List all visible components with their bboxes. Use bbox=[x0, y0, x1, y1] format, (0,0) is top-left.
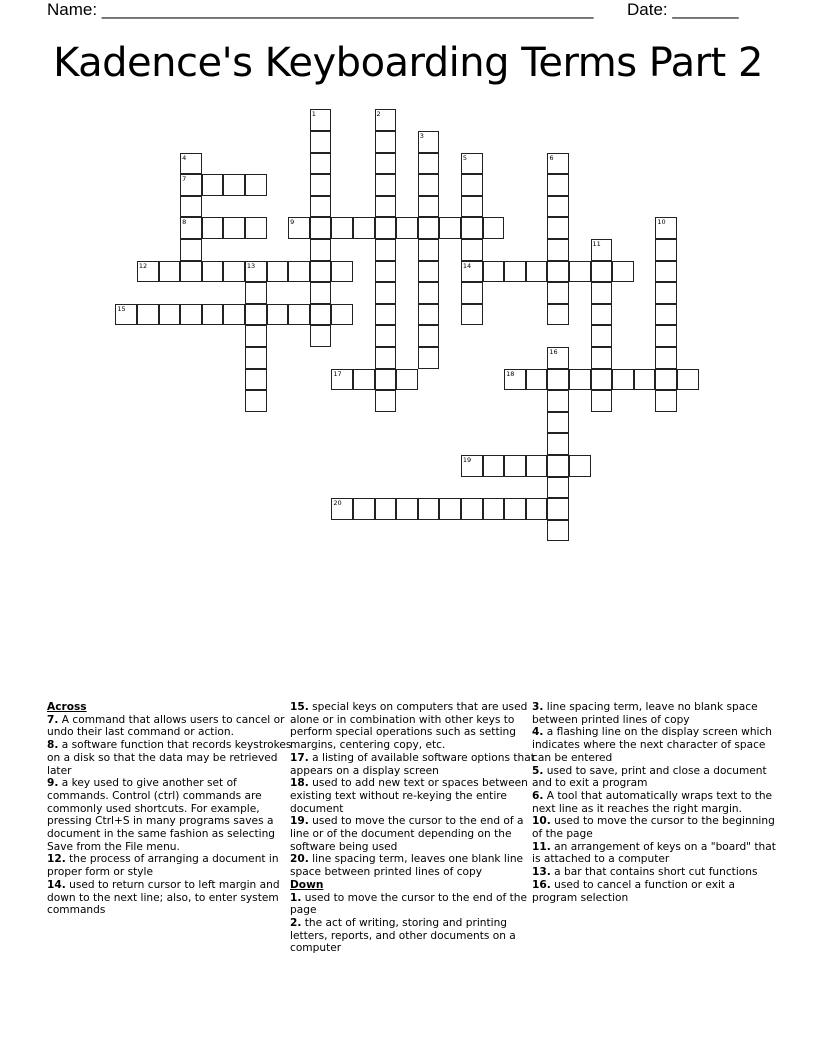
grid-cell[interactable] bbox=[418, 153, 440, 175]
clue-across bbox=[290, 815, 535, 853]
grid-cell[interactable] bbox=[655, 369, 677, 391]
grid-cell[interactable] bbox=[396, 498, 418, 520]
grid-cell[interactable] bbox=[331, 498, 353, 520]
grid-cell[interactable] bbox=[180, 261, 202, 283]
grid-cell[interactable] bbox=[591, 282, 613, 304]
grid-cell[interactable] bbox=[591, 304, 613, 326]
grid-cell[interactable] bbox=[115, 304, 137, 326]
grid-cell[interactable] bbox=[547, 261, 569, 283]
grid-cell[interactable] bbox=[526, 455, 548, 477]
clue-number: 20. bbox=[290, 853, 309, 866]
grid-cell[interactable] bbox=[159, 261, 181, 283]
grid-cell[interactable] bbox=[245, 390, 267, 412]
clue-number: 11 bbox=[592, 239, 601, 248]
clue-down bbox=[532, 866, 777, 879]
clue-number: 1 bbox=[311, 110, 316, 119]
grid-cell[interactable] bbox=[504, 369, 526, 391]
clue-text: a listing of available software options that appears on a display screen bbox=[290, 751, 535, 777]
grid-cell[interactable] bbox=[526, 369, 548, 391]
grid-cell[interactable] bbox=[461, 196, 483, 218]
clue-text: used to move the cursor to the end of a line or of the document depending on the software being used bbox=[290, 815, 524, 853]
grid-cell[interactable] bbox=[223, 174, 245, 196]
grid-cell[interactable] bbox=[612, 261, 634, 283]
clues-column-2 bbox=[290, 701, 535, 955]
grid-cell[interactable] bbox=[461, 304, 483, 326]
grid-cell[interactable] bbox=[223, 304, 245, 326]
clue-number: 13 bbox=[246, 261, 256, 270]
grid-cell[interactable] bbox=[655, 325, 677, 347]
grid-cell[interactable] bbox=[245, 174, 267, 196]
grid-cell[interactable] bbox=[202, 217, 224, 239]
clue-number: 5. bbox=[532, 764, 544, 777]
grid-cell[interactable] bbox=[310, 304, 332, 326]
clue-across bbox=[290, 853, 535, 878]
grid-cell[interactable] bbox=[483, 217, 505, 239]
grid-cell[interactable] bbox=[461, 239, 483, 261]
page-title: Kadence's Keyboarding Terms Part 2 bbox=[53, 40, 763, 86]
clue-number: 20 bbox=[333, 499, 342, 508]
grid-cell[interactable] bbox=[591, 261, 613, 283]
grid-cell[interactable] bbox=[375, 282, 397, 304]
clue-text: the act of writing, storing and printing letters, reports, and other documents on a computer bbox=[290, 916, 516, 955]
clue-number: 14 bbox=[462, 261, 472, 270]
grid-cell[interactable] bbox=[375, 325, 397, 347]
grid-cell[interactable] bbox=[418, 498, 440, 520]
clue-number: 4. bbox=[532, 726, 544, 739]
clue-text: used to add new text or spaces between existing text without re-keying the entire document bbox=[290, 777, 528, 815]
grid-cell[interactable] bbox=[180, 196, 202, 218]
clue-number: 16. bbox=[532, 878, 551, 891]
grid-cell[interactable] bbox=[288, 304, 310, 326]
clue-number: 4 bbox=[182, 153, 187, 162]
grid-cell[interactable] bbox=[245, 304, 267, 326]
grid-cell[interactable] bbox=[569, 261, 591, 283]
grid-cell[interactable] bbox=[375, 347, 397, 369]
grid-cell[interactable] bbox=[547, 412, 569, 434]
grid-cell[interactable] bbox=[591, 347, 613, 369]
clue-text: used to save, print and close a document and to exit a program bbox=[532, 764, 767, 790]
grid-cell[interactable] bbox=[310, 217, 332, 239]
grid-cell[interactable] bbox=[418, 347, 440, 369]
clue-text: special keys on computers that are used alone or in combination with other keys to perform special operations such as setting margins, centering copy, etc. bbox=[290, 701, 528, 752]
grid-cell[interactable] bbox=[375, 109, 397, 131]
clue-text: a flashing line on the display screen which indicates where the next character of space can be entered bbox=[532, 726, 773, 764]
grid-cell[interactable] bbox=[375, 261, 397, 283]
grid-cell[interactable] bbox=[245, 282, 267, 304]
grid-cell[interactable] bbox=[245, 347, 267, 369]
grid-cell[interactable] bbox=[655, 239, 677, 261]
clue-text: A command that allows users to cancel or undo their last command or action. bbox=[47, 713, 285, 739]
grid-cell[interactable] bbox=[245, 217, 267, 239]
grid-cell[interactable] bbox=[526, 261, 548, 283]
grid-cell[interactable] bbox=[547, 520, 569, 542]
grid-cell[interactable] bbox=[180, 174, 202, 196]
grid-cell[interactable] bbox=[353, 369, 375, 391]
grid-cell[interactable] bbox=[310, 325, 332, 347]
clue-text: used to cancel a function or exit a program selection bbox=[532, 878, 735, 904]
grid-cell[interactable] bbox=[331, 304, 353, 326]
grid-cell[interactable] bbox=[612, 369, 634, 391]
grid-cell[interactable] bbox=[375, 196, 397, 218]
clue-number: 18. bbox=[290, 777, 309, 790]
clue-down bbox=[532, 879, 777, 904]
grid-cell[interactable] bbox=[547, 498, 569, 520]
clue-number: 1. bbox=[290, 891, 302, 904]
grid-cell[interactable] bbox=[180, 217, 202, 239]
grid-cell[interactable] bbox=[418, 325, 440, 347]
grid-cell[interactable] bbox=[353, 498, 375, 520]
grid-cell[interactable] bbox=[137, 261, 159, 283]
clue-number: 11. bbox=[532, 840, 551, 853]
grid-cell[interactable] bbox=[461, 153, 483, 175]
grid-cell[interactable] bbox=[591, 325, 613, 347]
clue-number: 6 bbox=[549, 153, 554, 162]
clue-text: a software function that records keystrokes on a disk so that the data may be retrieved later bbox=[47, 739, 292, 777]
grid-cell[interactable] bbox=[223, 261, 245, 283]
grid-cell[interactable] bbox=[353, 217, 375, 239]
grid-cell[interactable] bbox=[375, 174, 397, 196]
grid-cell[interactable] bbox=[526, 498, 548, 520]
grid-cell[interactable] bbox=[547, 174, 569, 196]
grid-cell[interactable] bbox=[547, 477, 569, 499]
clue-text: an arrangement of keys on a "board" that is attached to a computer bbox=[532, 840, 776, 866]
grid-cell[interactable] bbox=[245, 261, 267, 283]
clue-text: a key used to give another set of commands. Control (ctrl) commands are commonly used shortcuts. For example, pressing Ctrl+S in many programs saves a document in the same fashion as selecting Save from the File menu. bbox=[47, 777, 276, 853]
grid-cell[interactable] bbox=[310, 239, 332, 261]
grid-cell[interactable] bbox=[591, 369, 613, 391]
grid-cell[interactable] bbox=[504, 261, 526, 283]
grid-cell[interactable] bbox=[202, 174, 224, 196]
grid-cell[interactable] bbox=[310, 196, 332, 218]
grid-cell[interactable] bbox=[634, 369, 656, 391]
clue-across bbox=[290, 777, 535, 815]
grid-cell[interactable] bbox=[461, 174, 483, 196]
clue-number: 5 bbox=[462, 153, 468, 162]
clue-down bbox=[532, 726, 777, 764]
clue-down bbox=[532, 790, 777, 815]
grid-cell[interactable] bbox=[310, 153, 332, 175]
clue-number: 18 bbox=[506, 369, 515, 378]
grid-cell[interactable] bbox=[331, 261, 353, 283]
grid-cell[interactable] bbox=[202, 261, 224, 283]
clue-number: 19 bbox=[462, 455, 472, 464]
grid-cell[interactable] bbox=[418, 196, 440, 218]
clue-number: 16 bbox=[549, 347, 558, 356]
clue-text: line spacing term, leave no blank space between printed lines of copy bbox=[532, 701, 758, 726]
clues-column-3 bbox=[532, 701, 777, 904]
grid-cell[interactable] bbox=[483, 455, 505, 477]
clues-column-1 bbox=[47, 701, 292, 917]
grid-cell[interactable] bbox=[310, 282, 332, 304]
grid-cell[interactable] bbox=[245, 325, 267, 347]
grid-cell[interactable] bbox=[310, 109, 332, 131]
clue-number: 8 bbox=[182, 218, 187, 227]
grid-cell[interactable] bbox=[202, 304, 224, 326]
grid-cell[interactable] bbox=[547, 390, 569, 412]
grid-cell[interactable] bbox=[310, 174, 332, 196]
grid-cell[interactable] bbox=[288, 217, 310, 239]
grid-cell[interactable] bbox=[310, 261, 332, 283]
clue-number: 10. bbox=[532, 815, 551, 828]
clue-number: 12 bbox=[138, 261, 148, 270]
grid-cell[interactable] bbox=[418, 174, 440, 196]
date-field[interactable]: Date: _______ bbox=[627, 0, 739, 19]
grid-cell[interactable] bbox=[547, 304, 569, 326]
grid-cell[interactable] bbox=[375, 239, 397, 261]
clue-number: 10 bbox=[657, 218, 666, 227]
across-heading: Across bbox=[47, 701, 87, 713]
grid-cell[interactable] bbox=[461, 455, 483, 477]
clue-number: 2. bbox=[290, 916, 302, 929]
clue-text: used to move the cursor to the beginning of the page bbox=[532, 815, 775, 841]
grid-cell[interactable] bbox=[655, 261, 677, 283]
clue-number: 9 bbox=[290, 218, 295, 227]
grid-cell[interactable] bbox=[655, 217, 677, 239]
grid-cell[interactable] bbox=[375, 217, 397, 239]
clue-number: 7 bbox=[182, 175, 187, 184]
clue-number: 19. bbox=[290, 815, 309, 828]
clue-number: 13. bbox=[532, 866, 551, 879]
grid-cell[interactable] bbox=[483, 498, 505, 520]
grid-cell[interactable] bbox=[310, 131, 332, 153]
clue-text: used to move the cursor to the end of the page bbox=[290, 891, 527, 917]
clue-text: line spacing term, leaves one blank line space between printed lines of copy bbox=[290, 853, 524, 879]
grid-cell[interactable] bbox=[547, 282, 569, 304]
clue-number: 8. bbox=[47, 739, 59, 752]
grid-cell[interactable] bbox=[375, 390, 397, 412]
clue-down bbox=[290, 917, 535, 955]
grid-cell[interactable] bbox=[461, 282, 483, 304]
clue-text: used to return cursor to left margin and down to the next line; also, to enter system commands bbox=[47, 878, 280, 917]
clue-number: 15. bbox=[290, 701, 309, 713]
clue-number: 2 bbox=[376, 110, 381, 119]
grid-cell[interactable] bbox=[461, 261, 483, 283]
clue-number: 17 bbox=[333, 369, 342, 378]
grid-cell[interactable] bbox=[418, 217, 440, 239]
grid-cell[interactable] bbox=[547, 239, 569, 261]
grid-cell[interactable] bbox=[677, 369, 699, 391]
grid-cell[interactable] bbox=[569, 369, 591, 391]
clue-across bbox=[290, 752, 535, 777]
grid-cell[interactable] bbox=[396, 217, 418, 239]
grid-cell[interactable] bbox=[331, 217, 353, 239]
grid-cell[interactable] bbox=[547, 153, 569, 175]
grid-cell[interactable] bbox=[418, 131, 440, 153]
clue-number: 6. bbox=[532, 789, 544, 802]
down-heading: Down bbox=[290, 878, 324, 891]
clue-across bbox=[47, 739, 292, 777]
clue-across bbox=[47, 714, 292, 739]
grid-cell[interactable] bbox=[547, 369, 569, 391]
grid-cell[interactable] bbox=[180, 239, 202, 261]
clue-number: 14. bbox=[47, 878, 66, 891]
grid-cell[interactable] bbox=[439, 217, 461, 239]
grid-cell[interactable] bbox=[159, 304, 181, 326]
grid-cell[interactable] bbox=[547, 455, 569, 477]
grid-cell[interactable] bbox=[547, 433, 569, 455]
grid-cell[interactable] bbox=[288, 261, 310, 283]
clue-down bbox=[532, 815, 777, 840]
grid-cell[interactable] bbox=[375, 369, 397, 391]
grid-cell[interactable] bbox=[418, 304, 440, 326]
grid-cell[interactable] bbox=[245, 369, 267, 391]
clue-across bbox=[47, 853, 292, 878]
clue-text: a bar that contains short cut functions bbox=[554, 866, 758, 879]
grid-cell[interactable] bbox=[569, 455, 591, 477]
clue-down bbox=[290, 892, 535, 917]
grid-cell[interactable] bbox=[547, 217, 569, 239]
grid-cell[interactable] bbox=[483, 261, 505, 283]
clue-across bbox=[47, 879, 292, 917]
grid-cell[interactable] bbox=[655, 304, 677, 326]
grid-cell[interactable] bbox=[375, 131, 397, 153]
grid-cell[interactable] bbox=[375, 304, 397, 326]
grid-cell[interactable] bbox=[439, 498, 461, 520]
grid-cell[interactable] bbox=[137, 304, 159, 326]
grid-cell[interactable] bbox=[375, 498, 397, 520]
grid-cell[interactable] bbox=[267, 261, 289, 283]
clue-down bbox=[532, 701, 777, 726]
grid-cell[interactable] bbox=[655, 390, 677, 412]
grid-cell[interactable] bbox=[547, 196, 569, 218]
clue-number: 3 bbox=[419, 131, 424, 140]
clue-number: 12. bbox=[47, 853, 66, 866]
grid-cell[interactable] bbox=[461, 498, 483, 520]
grid-cell[interactable] bbox=[504, 455, 526, 477]
name-field[interactable]: Name: ____________________________________________________ bbox=[47, 0, 594, 19]
grid-cell[interactable] bbox=[547, 347, 569, 369]
grid-cell[interactable] bbox=[375, 153, 397, 175]
grid-cell[interactable] bbox=[591, 239, 613, 261]
grid-cell[interactable] bbox=[223, 217, 245, 239]
grid-cell[interactable] bbox=[461, 217, 483, 239]
grid-cell[interactable] bbox=[504, 498, 526, 520]
grid-cell[interactable] bbox=[180, 153, 202, 175]
clue-text: A tool that automatically wraps text to the next line as it reaches the right margin. bbox=[532, 789, 773, 815]
clue-down bbox=[532, 841, 777, 866]
grid-cell[interactable] bbox=[591, 390, 613, 412]
grid-cell[interactable] bbox=[267, 304, 289, 326]
clue-number: 15 bbox=[117, 304, 126, 313]
clue-text: the process of arranging a document in proper form or style bbox=[47, 853, 279, 879]
grid-cell[interactable] bbox=[396, 369, 418, 391]
grid-cell[interactable] bbox=[418, 239, 440, 261]
clue-across bbox=[290, 701, 535, 752]
grid-cell[interactable] bbox=[418, 261, 440, 283]
grid-cell[interactable] bbox=[418, 282, 440, 304]
grid-cell[interactable] bbox=[331, 369, 353, 391]
grid-cell[interactable] bbox=[655, 282, 677, 304]
clue-number: 3. bbox=[532, 701, 544, 713]
clue-across bbox=[47, 777, 292, 853]
clue-number: 17. bbox=[290, 751, 309, 764]
clue-down bbox=[532, 765, 777, 790]
clue-number: 9. bbox=[47, 777, 59, 790]
grid-cell[interactable] bbox=[655, 347, 677, 369]
grid-cell[interactable] bbox=[180, 304, 202, 326]
clue-number: 7. bbox=[47, 713, 59, 726]
